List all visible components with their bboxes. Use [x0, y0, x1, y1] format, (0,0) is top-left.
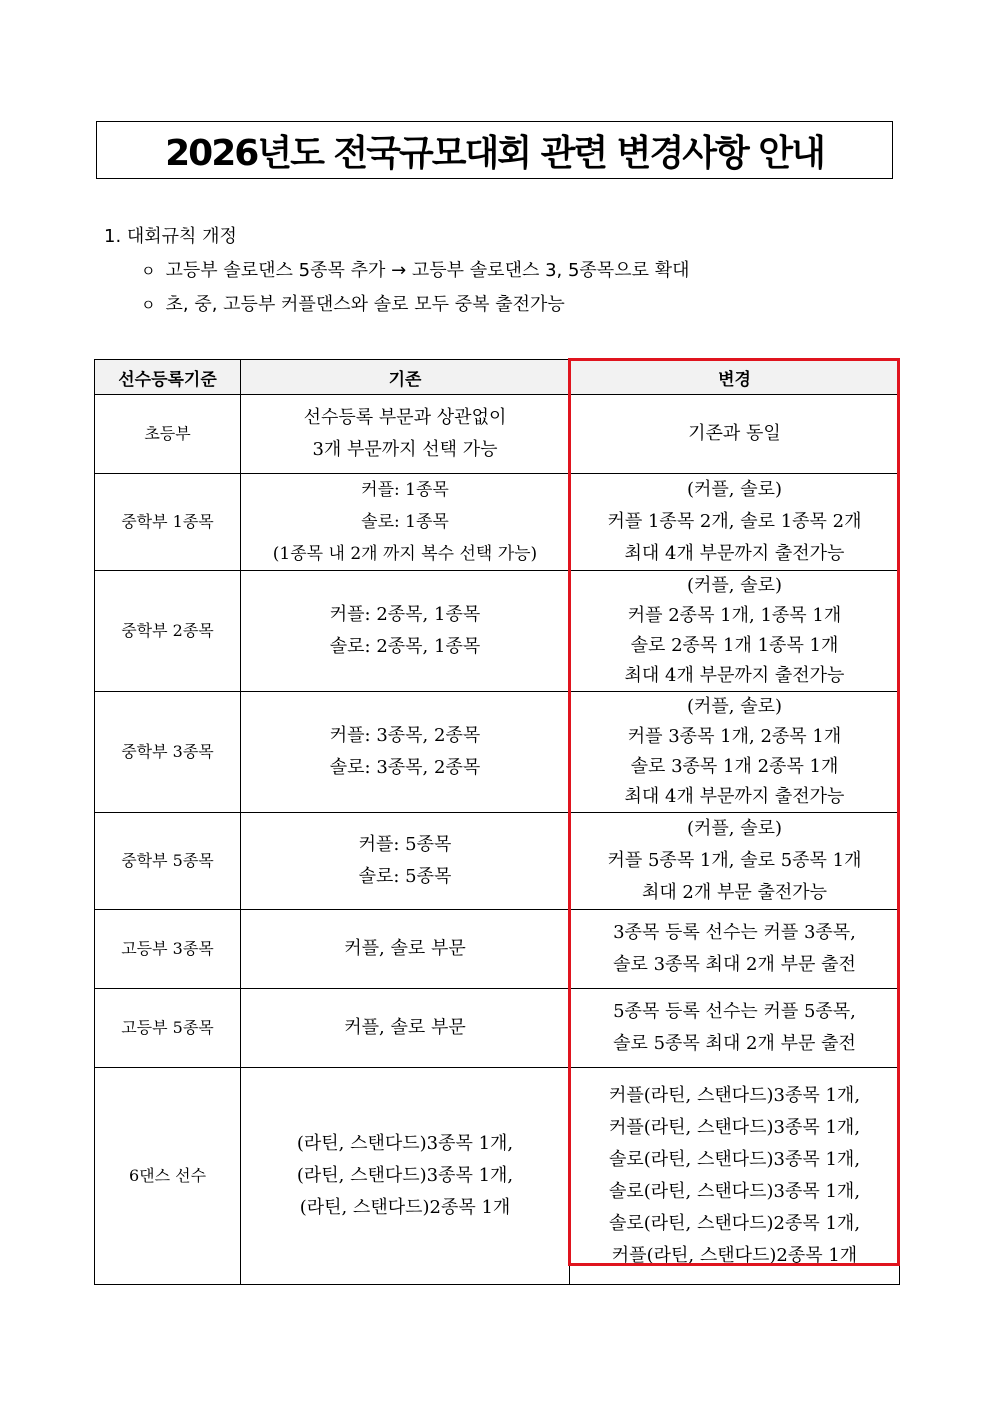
cell-line: (라틴, 스탠다드)3종목 1개, — [296, 1165, 514, 1186]
cell-line: 커플: 2종목, 1종목 — [329, 604, 481, 625]
cell-line: 솔로: 2종목, 1종목 — [329, 636, 481, 657]
after-cell — [570, 1068, 900, 1285]
cell-line: (커플, 솔로) — [686, 696, 783, 717]
cell-line: 커플 3종목 1개, 2종목 1개 — [627, 726, 842, 747]
bullet-mark-icon: ㅇ — [141, 262, 156, 280]
cell-line: (1종목 내 2개 까지 복수 선택 가능) — [272, 544, 538, 564]
after-cell — [570, 395, 900, 474]
table-row — [95, 989, 900, 1068]
cell-line: 솔로 3종목 최대 2개 부문 출전 — [613, 954, 856, 975]
table-row — [95, 813, 900, 910]
table-row — [95, 910, 900, 989]
after-cell — [570, 474, 900, 571]
header-after: 변경 — [570, 360, 900, 395]
cell-line: (커플, 솔로) — [686, 479, 783, 500]
cell-line: 최대 4개 부문까지 출전가능 — [624, 665, 845, 686]
header-before: 기존 — [241, 360, 570, 395]
cell-line: 3개 부문까지 선택 가능 — [312, 439, 498, 460]
before-cell: 커플, 솔로 부문 — [241, 910, 570, 989]
before-cell — [241, 813, 570, 910]
cell-line: (커플, 솔로) — [686, 818, 783, 839]
cell-line: 솔로(라틴, 스탠다드)2종목 1개, — [608, 1213, 861, 1234]
cell-line: 커플 5종목 1개, 솔로 5종목 1개 — [607, 850, 862, 871]
table-row — [95, 1068, 900, 1285]
before-cell — [241, 395, 570, 474]
after-cell — [570, 692, 900, 813]
section-heading: 1. 대회규칙 개정 — [104, 226, 237, 247]
after-cell — [570, 571, 900, 692]
bullet-item — [141, 288, 689, 322]
document-title: 2026년도 전국규모대회 관련 변경사항 안내 — [165, 132, 824, 174]
cell-line: (라틴, 스탠다드)2종목 1개 — [299, 1197, 511, 1218]
cell-line: 솔로(라틴, 스탠다드)3종목 1개, — [608, 1181, 861, 1202]
cell-line: 최대 4개 부문까지 출전가능 — [624, 543, 845, 564]
after-cell — [570, 813, 900, 910]
before-cell — [241, 692, 570, 813]
cell-line: 선수등록 부문과 상관없이 — [303, 407, 507, 428]
cell-line: 커플 2종목 1개, 1종목 1개 — [627, 605, 842, 626]
category-cell: 중학부 5종목 — [95, 813, 241, 910]
cell-line: 솔로: 5종목 — [358, 866, 452, 887]
before-cell: 커플, 솔로 부문 — [241, 989, 570, 1068]
category-cell: 중학부 1종목 — [95, 474, 241, 571]
cell-line: 커플(라틴, 스탠다드)3종목 1개, — [608, 1085, 861, 1106]
table-row — [95, 474, 900, 571]
before-cell — [241, 1068, 570, 1285]
cell-line: 커플: 3종목, 2종목 — [329, 725, 481, 746]
cell-line: 솔로 3종목 1개 2종목 1개 — [630, 756, 839, 777]
cell-line: 커플: 1종목 — [361, 480, 449, 500]
table-row — [95, 692, 900, 813]
cell-line: 솔로 2종목 1개 1종목 1개 — [630, 635, 839, 656]
cell-line: 솔로 5종목 최대 2개 부문 출전 — [613, 1033, 856, 1054]
rule-change-section — [104, 220, 689, 322]
bullet-text: 초, 중, 고등부 커플댄스와 솔로 모두 중복 출전가능 — [165, 294, 565, 315]
header-category: 선수등록기준 — [95, 360, 241, 395]
cell-line: 최대 4개 부문까지 출전가능 — [624, 786, 845, 807]
cell-line: 솔로: 3종목, 2종목 — [329, 757, 481, 778]
category-cell: 중학부 2종목 — [95, 571, 241, 692]
cell-line: 솔로: 1종목 — [361, 512, 449, 532]
category-cell: 고등부 3종목 — [95, 910, 241, 989]
cell-line: 커플(라틴, 스탠다드)2종목 1개 — [611, 1245, 858, 1266]
bullet-mark-icon: ㅇ — [141, 296, 156, 314]
category-cell: 6댄스 선수 — [95, 1068, 241, 1285]
cell-line: 커플(라틴, 스탠다드)3종목 1개, — [608, 1117, 861, 1138]
after-cell — [570, 989, 900, 1068]
cell-line: (커플, 솔로) — [686, 575, 783, 596]
bullet-item — [141, 254, 689, 288]
before-cell — [241, 474, 570, 571]
cell-line: 솔로(라틴, 스탠다드)3종목 1개, — [608, 1149, 861, 1170]
table-header-row — [95, 360, 900, 395]
table-row — [95, 395, 900, 474]
cell-line: 최대 2개 부문 출전가능 — [641, 882, 828, 903]
category-cell: 중학부 3종목 — [95, 692, 241, 813]
bullet-text: 고등부 솔로댄스 5종목 추가 → 고등부 솔로댄스 3, 5종목으로 확대 — [165, 260, 690, 281]
cell-line: 커플: 5종목 — [358, 834, 452, 855]
cell-line: 커플 1종목 2개, 솔로 1종목 2개 — [607, 511, 862, 532]
cell-line: (라틴, 스탠다드)3종목 1개, — [296, 1133, 514, 1154]
cell-line: 5종목 등록 선수는 커플 5종목, — [613, 1001, 856, 1022]
category-cell: 고등부 5종목 — [95, 989, 241, 1068]
registration-table — [94, 359, 900, 1285]
document-title-box — [96, 121, 893, 179]
before-cell — [241, 571, 570, 692]
table-row — [95, 571, 900, 692]
cell-line: 기존과 동일 — [688, 423, 781, 444]
after-cell — [570, 910, 900, 989]
cell-line: 3종목 등록 선수는 커플 3종목, — [613, 922, 856, 943]
category-cell: 초등부 — [95, 395, 241, 474]
